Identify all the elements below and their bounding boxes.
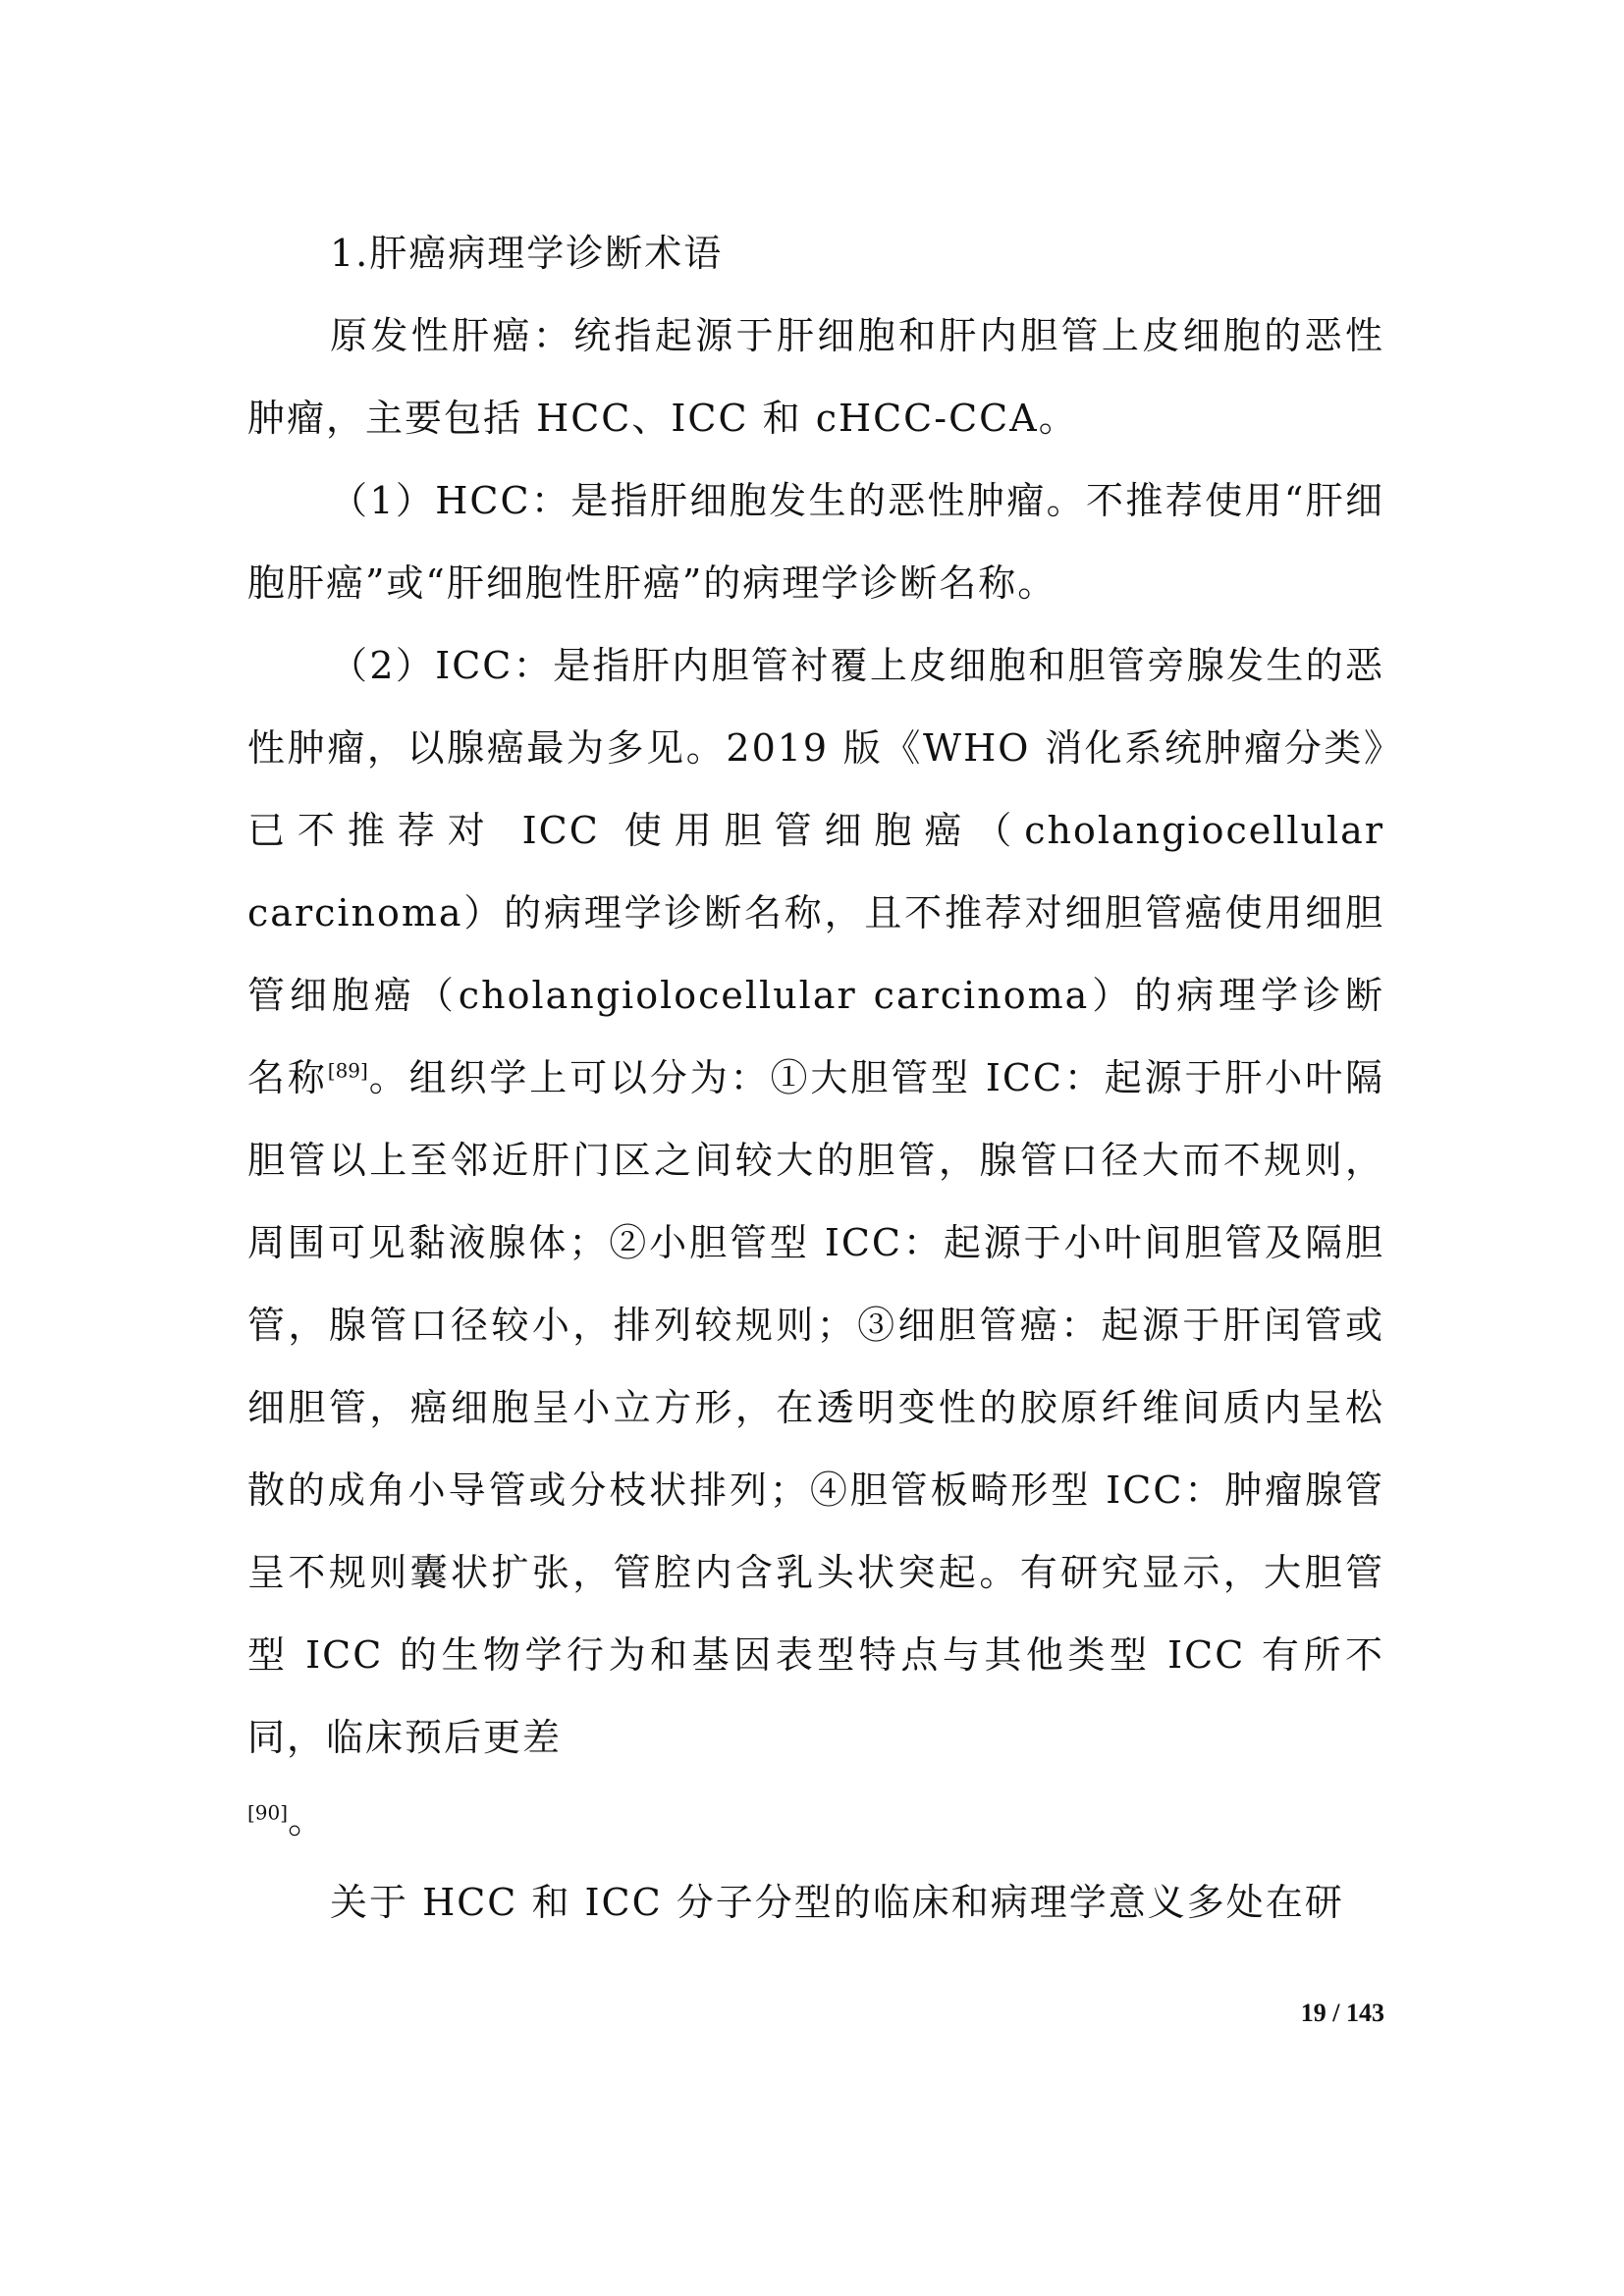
- paragraph-icc-tail: [247, 1779, 1384, 1861]
- paragraph-icc-text-2: 。组织学上可以分为：①大胆管型 ICC：起源于肝小叶隔胆管以上至邻近肝门区之间较大的胆管，腺管口径大而不规则，周围可见黏液腺体；②小胆管型 ICC：起源于小叶间胆管及隔胆管，腺管口径较小，排列较规则；③细胆管癌：起源于肝闰管或细胆管，癌细胞呈小立方形，在透明变性的胶原纤维间质内呈松散的成角小导管或分枝状排列；④胆管板畸形型 ICC：肿瘤腺管呈不规则囊状扩张，管腔内含乳头状突起。有研究显示，大胆管型 ICC 的生物学行为和基因表型特点与其他类型 ICC 有所不同，临床预后更差: [247, 1056, 1384, 1759]
- section-heading: 1.肝癌病理学诊断术语: [330, 232, 724, 275]
- paragraph-icc-end: 。: [288, 1798, 328, 1842]
- paragraph-icc: [247, 624, 1384, 1779]
- document-body: [247, 212, 1384, 1944]
- paragraph-primary-liver-cancer: 原发性肝癌：统指起源于肝细胞和肝内胆管上皮细胞的恶性肿瘤，主要包括 HCC、ICC 和 cHCC-CCA。: [247, 314, 1384, 440]
- citation-89: [89]: [327, 1058, 368, 1083]
- paragraph-icc-text-1: （2）ICC：是指肝内胆管衬覆上皮细胞和胆管旁腺发生的恶性肿瘤，以腺癌最为多见。2019 版《WHO 消化系统肿瘤分类》已不推荐对 ICC 使用胆管细胞癌（cholangiocellular carcinoma）的病理学诊断名称，且不推荐对细胆管癌使用细胆管细胞癌（cholangiolocellular carcinoma）的病理学诊断名称: [247, 644, 1384, 1099]
- paragraph-hcc: （1）HCC：是指肝细胞发生的恶性肿瘤。不推荐使用“肝细胞肝癌”或“肝细胞性肝癌”的病理学诊断名称。: [247, 479, 1384, 605]
- citation-90: [90]: [247, 1800, 289, 1825]
- paragraph-molecular-typing: 关于 HCC 和 ICC 分子分型的临床和病理学意义多处在研: [330, 1881, 1344, 1924]
- page-number: 19 / 143: [1300, 1999, 1384, 2027]
